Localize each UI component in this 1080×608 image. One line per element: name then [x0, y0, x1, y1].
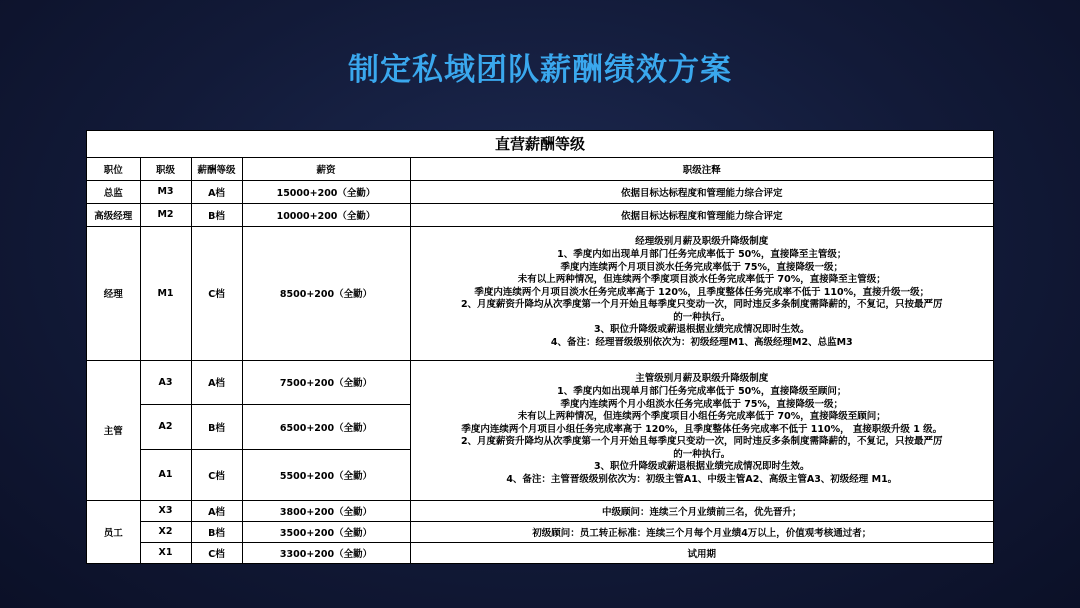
salary-grade-table [87, 158, 993, 564]
grade-cell: C档 [191, 542, 242, 563]
level-cell: X3 [140, 500, 191, 521]
header-grade: 薪酬等级 [191, 158, 242, 180]
note-cell: 依据目标达标程度和管理能力综合评定 [410, 180, 993, 203]
grade-cell: A档 [191, 360, 242, 404]
header-level: 职级 [140, 158, 191, 180]
slide-title: 制定私域团队薪酬绩效方案 [348, 52, 732, 88]
position-cell: 总监 [87, 180, 140, 203]
position-cell: 经理 [87, 226, 140, 360]
note-cell: 依据目标达标程度和管理能力综合评定 [410, 203, 993, 226]
header-position: 职位 [87, 158, 140, 180]
supervisor-rules-cell [410, 360, 993, 500]
table-row [87, 360, 993, 404]
manager-rule-line: 经理级别月薪及职级升降级制度 [635, 236, 769, 248]
salary-cell: 3800+200（全勤） [242, 500, 410, 521]
manager-rule-line: 的一种执行。 [673, 311, 731, 323]
supervisor-rule-line: 季度内连续两个月小组淡水任务完成率低于 75%，直接降级一级； [560, 398, 844, 410]
supervisor-rule-line: 的一种执行。 [673, 448, 731, 460]
grade-cell: A档 [191, 180, 242, 203]
header-row [87, 158, 993, 180]
note-cell: 中级顾问：连续三个月业绩前三名，优先晋升； [410, 500, 993, 521]
table-row [87, 226, 993, 360]
manager-rule-line: 2、月度薪资升降均从次季度第一个月开始且每季度只变动一次，同时违反多条制度需降薪的，不复记，只按最严厉 [460, 299, 943, 311]
level-cell: M2 [140, 203, 191, 226]
salary-cell: 3300+200（全勤） [242, 542, 410, 563]
salary-cell: 3500+200（全勤） [242, 521, 410, 542]
note-cell: 试用期 [410, 542, 993, 563]
supervisor-rule-line: 未有以上两种情况，但连续两个季度项目小组任务完成率低于 70%，直接降级至顾问； [517, 411, 886, 423]
supervisor-rule-line: 1、季度内如出现单月部门任务完成率低于 50%，直接降级至顾问； [557, 385, 847, 397]
position-cell: 主管 [87, 360, 140, 500]
table-row [87, 180, 993, 203]
supervisor-rule-line: 季度内连续两个月项目小组任务完成率高于 120%，且季度整体任务完成率不低于 110%， 直接职级升级 1 级。 [461, 423, 943, 435]
grade-cell: A档 [191, 500, 242, 521]
header-salary: 薪资 [242, 158, 410, 180]
supervisor-rule-line: 3、职位升降级或薪退根据业绩完成情况即时生效。 [593, 461, 810, 473]
level-cell: X1 [140, 542, 191, 563]
salary-cell: 15000+200（全勤） [242, 180, 410, 203]
position-cell: 员工 [87, 500, 140, 563]
note-cell: 初级顾问：员工转正标准：连续三个月每个月业绩4万以上，价值观考核通过者； [410, 521, 993, 542]
manager-rules-cell [410, 226, 993, 360]
supervisor-rule-line: 2、月度薪资升降均从次季度第一个月开始且每季度只变动一次，同时违反多条制度需降薪的，不复记，只按最严厉 [460, 436, 943, 448]
manager-rule-line: 未有以上两种情况，但连续两个季度项目淡水任务完成率低于 70%，直接降至主管级； [517, 274, 886, 286]
manager-rule-line: 季度内连续两个月项目淡水任务完成率高于 120%，且季度整体任务完成率不低于 110%，直接升级一级； [474, 286, 930, 298]
grade-cell: B档 [191, 521, 242, 542]
table-row [87, 203, 993, 226]
table-row [87, 542, 993, 563]
salary-cell: 5500+200（全勤） [242, 449, 410, 500]
level-cell: X2 [140, 521, 191, 542]
level-cell: M1 [140, 226, 191, 360]
manager-rule-line: 3、职位升降级或薪退根据业绩完成情况即时生效。 [593, 324, 810, 336]
table-row [87, 500, 993, 521]
table-row [87, 521, 993, 542]
grade-cell: B档 [191, 404, 242, 449]
grade-cell: C档 [191, 449, 242, 500]
manager-rule-line: 季度内连续两个月项目淡水任务完成率低于 75%，直接降级一级； [560, 261, 844, 273]
position-cell: 高级经理 [87, 203, 140, 226]
supervisor-rule-line: 主管级别月薪及职级升降级制度 [635, 373, 769, 385]
manager-rule-line: 1、季度内如出现单月部门任务完成率低于 50%，直接降至主管级； [557, 248, 847, 260]
grade-cell: C档 [191, 226, 242, 360]
salary-cell: 7500+200（全勤） [242, 360, 410, 404]
level-cell: A2 [140, 404, 191, 449]
level-cell: M3 [140, 180, 191, 203]
level-cell: A3 [140, 360, 191, 404]
salary-cell: 6500+200（全勤） [242, 404, 410, 449]
salary-table-sheet [86, 130, 994, 564]
manager-rule-line: 4、备注：经理晋级级别依次为：初级经理M1、高级经理M2、总监M3 [550, 337, 853, 349]
supervisor-rule-line: 4、备注：主管晋级级别依次为：初级主管A1、中级主管A2、高级主管A3、初级经理 M1。 [506, 474, 898, 486]
salary-cell: 10000+200（全勤） [242, 203, 410, 226]
salary-cell: 8500+200（全勤） [242, 226, 410, 360]
header-notes: 职级注释 [410, 158, 993, 180]
grade-cell: B档 [191, 203, 242, 226]
level-cell: A1 [140, 449, 191, 500]
table-title: 直营薪酬等级 [87, 131, 993, 158]
